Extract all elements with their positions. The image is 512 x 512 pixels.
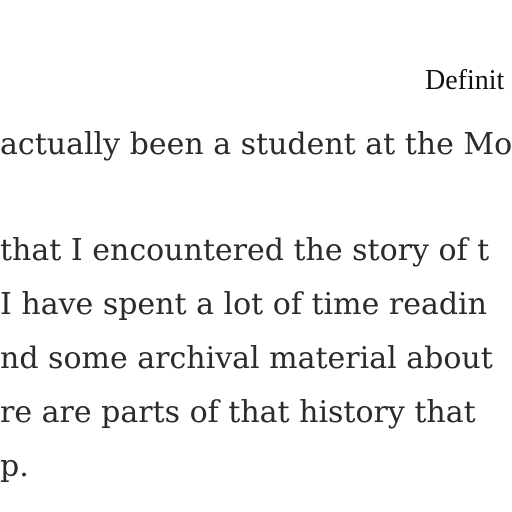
section-heading-fragment: Definit <box>425 65 505 96</box>
paragraph-2-line-1: that I encountered the story of t <box>0 233 490 268</box>
paragraph-1-line-1: actually been a student at the Mo <box>0 127 512 162</box>
paragraph-2-line-3: nd some archival material about <box>0 341 493 376</box>
paragraph-2-line-4: re are parts of that history that <box>0 395 476 430</box>
paragraph-2-line-2: I have spent a lot of time readin <box>0 287 487 322</box>
paragraph-2-line-5: p. <box>0 449 29 484</box>
